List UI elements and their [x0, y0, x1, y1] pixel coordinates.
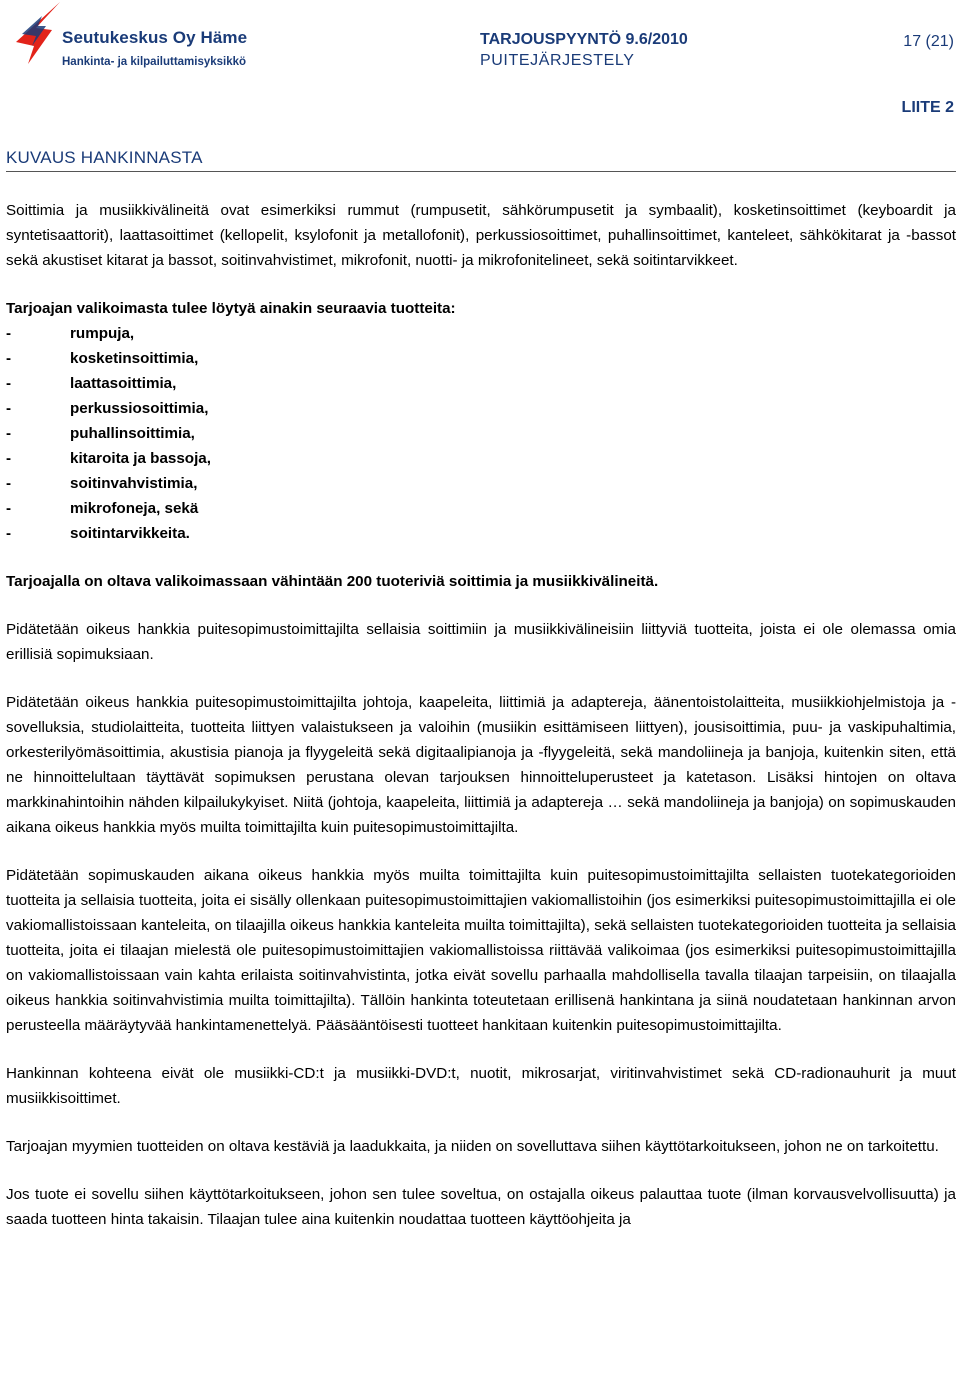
list-item: - laattasoittimia, [6, 375, 177, 392]
minimum-requirement-note: Tarjoajalla on oltava valikoimassaan vähintään 200 tuoteriviä soittimia ja musiikkivälineitä. [6, 573, 659, 590]
list-item: - puhallinsoittimia, [6, 425, 195, 442]
header-divider [6, 171, 956, 172]
paragraph-gap [6, 840, 956, 863]
document-title: TARJOUSPYYNTÖ 9.6/2010 [480, 31, 688, 48]
body-paragraph: Pidätetään oikeus hankkia puitesopimustoimittajilta sellaisia soittimiin ja musiikkivälineisiin liittyviä tuotteita, joista ei ole olemassa omia erillisiä sopimuksiaan. [6, 621, 956, 663]
seutukeskus-logo-icon [12, 2, 62, 64]
list-item: - soitinvahvistimia, [6, 475, 198, 492]
section-title: KUVAUS HANKINNASTA [6, 148, 203, 167]
paragraph-gap [6, 1111, 956, 1134]
paragraph-gap [6, 1038, 956, 1061]
appendix-label: LIITE 2 [901, 99, 954, 116]
paragraph-gap [6, 1159, 956, 1182]
body-paragraph: Jos tuote ei sovellu siihen käyttötarkoitukseen, johon sen tulee soveltua, on ostajalla oikeus palauttaa tuote (ilman korvausvelvollisuutta) ja saada tuotteen hinta takaisin. Tilaajan tulee aina kuitenkin noudattaa tuotteen käyttöohjeita ja [6, 1186, 956, 1228]
organization-unit: Hankinta- ja kilpailuttamisyksikkö [62, 56, 247, 68]
list-item: - kitaroita ja bassoja, [6, 450, 211, 467]
product-list [6, 321, 956, 546]
intro-paragraph: Soittimia ja musiikkivälineitä ovat esimerkiksi rummut (rumpusetit, sähkörumpusetit ja symbaalit), kosketinsoittimet (keyboardit ja syntetisaattorit), laattasoittimet (kellopelit, ksylofonit ja metallofonit), perkussiosoittimet, puhallinsoittimet, kanteleet, sähkökitarat ja -bassot sekä akustiset kitarat ja bassot, soitinvahvistimet, mikrofonit, nuotti- ja mikrofonitelineet, sekä soitintarvikkeet. [6, 202, 956, 269]
body-paragraph: Pidätetään sopimuskauden aikana oikeus hankkia myös muilta toimittajilta kuin puitesopimustoimittajilta sellaisten tuotekategorioiden tuotteita ja sellaisia tuotteita, joita ei sisälly ollenkaan puitesopimustoimittajien vakiomallistoihin (jos esimerkiksi puitesopimustoimittajilla ei ole vakiomallistoissaan kanteleita, on tilaajilla oikeus hankkia kanteleita muilta toimittajilta), sekä sellaisten tuotekategorioiden tuotteita ja sellaisia tuotteita, joita ei tilaajan mielestä ole puitesopimustoimittajien vakiomallistoissa riittävää valikoimaa (jos esimerkiksi puitesopimustoimittajilla on vakiomallistoissaan vain kahta erilaista soitinvahvistinta, jotka eivät sovellu parhaalla mahdollisella tavalla tilaajan tarpeisiin, on tilaajalla oikeus hankkia soitinvahvistimia muilta toimittajilta). Tällöin hankinta toteutetaan erillisenä hankintana ja siinä noudatetaan hankinnan arvon perusteella määräytyvää hankintamenettelyä. Pääsääntöisesti tuotteet hankitaan kuitenkin puitesopimustoimittajilta. [6, 867, 956, 1034]
page-header [0, 0, 960, 167]
organization-name: Seutukeskus Oy Häme [62, 28, 248, 47]
body-paragraph: Tarjoajan myymien tuotteiden on oltava kestäviä ja laadukkaita, ja niiden on sovelluttava siihen käyttötarkoitukseen, johon ne on tarkoitettu. [6, 1138, 939, 1155]
list-item: - kosketinsoittimia, [6, 350, 199, 367]
paragraph-gap [6, 273, 956, 296]
body-paragraph: Pidätetään oikeus hankkia puitesopimustoimittajilta johtoja, kaapeleita, liittimiä ja adaptereja, äänentoistolaitteita, musiikkiohjelmistoja ja -sovelluksia, studiolaitteita, tuotteita liittyen valaistukseen ja valoihin (musiikin esittämiseen liittyen), jousisoittimia, puu- ja vaskipuhaltimia, orkesterilyömäsoittimia, akustisia pianoja ja flyygeleitä sekä digitaalipianoja ja -flyygeleitä, sekä mandoliineja ja banjoja, kuitenkin siten, että ne hinnoittelultaan täyttävät sopimuksen perustana olevan tarjouksen hinnoitteluperusteet ja katetason. Lisäksi hintojen on oltava markkinahintoihin nähden kilpailukykyiset. Niitä (johtoja, kaapeleita, liittimiä ja adaptereja … sekä mandoliineja ja banjoja) on sopimuskauden aikana oikeus hankkia myös muilta toimittajilta kuin puitesopimustoimittajilta. [6, 694, 956, 836]
body-paragraph: Hankinnan kohteena eivät ole musiikki-CD:t ja musiikki-DVD:t, nuotit, mikrosarjat, viritinvahvistimet sekä CD-radionauhurit ja muut musiikkisoittimet. [6, 1065, 956, 1107]
products-heading: Tarjoajan valikoimasta tulee löytyä ainakin seuraavia tuotteita: [6, 300, 456, 317]
list-item: - perkussiosoittimia, [6, 400, 209, 417]
paragraph-gap [6, 667, 956, 690]
list-item: - mikrofoneja, sekä [6, 500, 199, 517]
paragraph-gap [6, 546, 956, 569]
list-item: - soitintarvikkeita. [6, 525, 190, 542]
document-body [6, 198, 956, 1232]
paragraph-gap [6, 594, 956, 617]
page-number: 17 (21) [903, 33, 954, 50]
document-subtitle: PUITEJÄRJESTELY [480, 52, 635, 69]
list-item: - rumpuja, [6, 325, 135, 342]
